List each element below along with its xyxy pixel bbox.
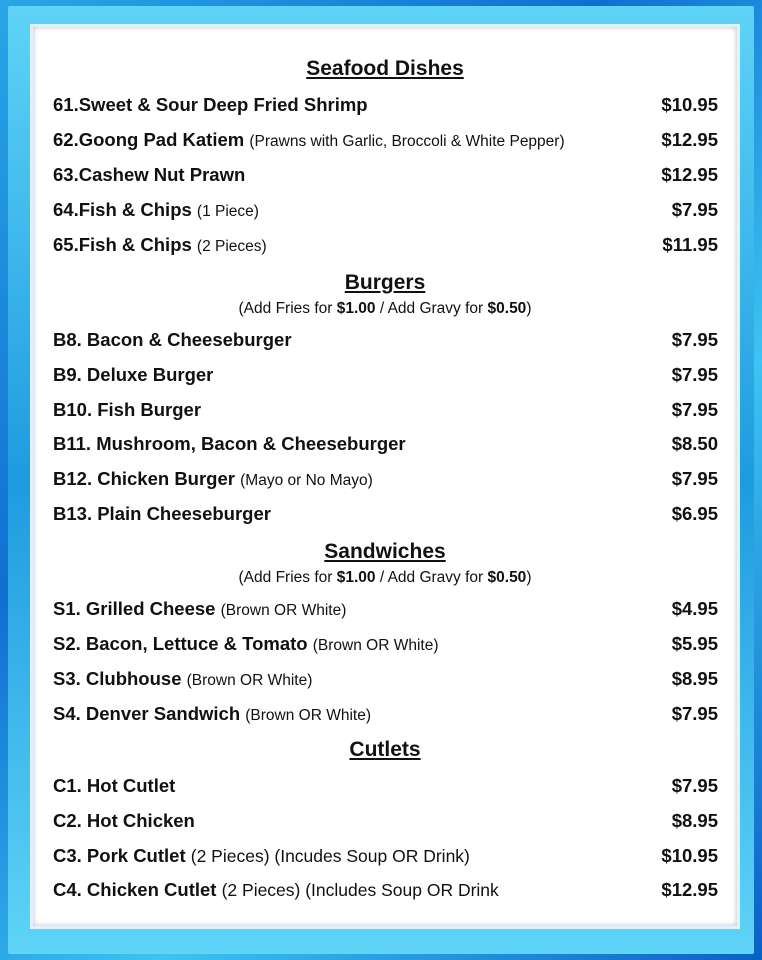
- section-title-seafood: Seafood Dishes: [306, 57, 464, 80]
- menu-item: [53, 199, 718, 223]
- menu-item: [53, 234, 718, 258]
- item-price: $7.95: [671, 468, 718, 489]
- item-price: $7.95: [671, 775, 718, 796]
- menu-item: [53, 668, 718, 692]
- section-note-burgers: (Add Fries for $1.00 / Add Gravy for $0.50): [238, 300, 532, 317]
- section-note-sandwiches: (Add Fries for $1.00 / Add Gravy for $0.50): [238, 569, 532, 586]
- menu-item: [53, 468, 718, 492]
- menu-item: [53, 703, 718, 727]
- item-price: $5.95: [671, 633, 718, 654]
- item-desc: (Brown OR White): [220, 602, 347, 619]
- item-name: S3. Clubhouse: [53, 668, 182, 689]
- item-name: S4. Denver Sandwich: [53, 703, 241, 724]
- item-price: $11.95: [662, 234, 718, 255]
- item-name: B11. Mushroom, Bacon & Cheeseburger: [53, 433, 406, 454]
- item-name: B12. Chicken Burger: [53, 468, 235, 489]
- menu-item: [53, 775, 718, 799]
- item-name: B10. Fish Burger: [53, 399, 202, 420]
- item-desc: (Brown OR White): [186, 672, 313, 689]
- item-desc: (2 Pieces) (Incudes Soup OR Drink): [190, 846, 470, 866]
- item-name: 61.Sweet & Sour Deep Fried Shrimp: [53, 94, 368, 115]
- menu-item: [53, 598, 718, 622]
- item-price: $10.95: [661, 845, 718, 866]
- item-name: C2. Hot Chicken: [53, 810, 195, 831]
- item-desc: (Brown OR White): [312, 637, 439, 654]
- item-name: S2. Bacon, Lettuce & Tomato: [53, 633, 308, 654]
- item-name: C4. Chicken Cutlet: [53, 879, 217, 900]
- item-price: $4.95: [671, 598, 718, 619]
- menu-card: [30, 24, 740, 929]
- item-price: $7.95: [671, 399, 718, 420]
- item-name: B8. Bacon & Cheeseburger: [53, 329, 292, 350]
- item-desc: (Prawns with Garlic, Broccoli & White Pepper): [249, 133, 565, 150]
- item-price: $7.95: [671, 364, 718, 385]
- menu-item: [53, 810, 718, 834]
- menu-item: [53, 399, 718, 423]
- menu-item: [53, 879, 718, 903]
- item-name: S1. Grilled Cheese: [53, 598, 216, 619]
- item-desc: (Mayo or No Mayo): [240, 472, 373, 489]
- item-price: $6.95: [671, 503, 718, 524]
- item-name: 63.Cashew Nut Prawn: [53, 164, 246, 185]
- item-name: B9. Deluxe Burger: [53, 364, 214, 385]
- menu-item: [53, 845, 718, 869]
- item-price: $7.95: [671, 703, 718, 724]
- item-price: $10.95: [661, 94, 718, 115]
- section-title-burgers: Burgers: [344, 271, 426, 294]
- section-title-sandwiches: Sandwiches: [324, 540, 446, 563]
- menu-item: [53, 94, 718, 118]
- menu-item: [53, 129, 718, 153]
- menu-item: [53, 503, 718, 527]
- item-desc: (Brown OR White): [245, 707, 372, 724]
- menu-item: [53, 633, 718, 657]
- item-name: C3. Pork Cutlet: [53, 845, 186, 866]
- item-price: $8.95: [671, 810, 718, 831]
- item-name: 64.Fish & Chips: [53, 199, 192, 220]
- menu-item: [53, 329, 718, 353]
- section-title-cutlets: Cutlets: [349, 738, 421, 761]
- item-price: $7.95: [671, 199, 718, 220]
- item-name: C1. Hot Cutlet: [53, 775, 176, 796]
- item-desc: (2 Pieces): [196, 238, 267, 255]
- item-desc: (2 Pieces) (Includes Soup OR Drink: [221, 880, 499, 900]
- item-price: $12.95: [661, 129, 718, 150]
- item-price: $7.95: [671, 329, 718, 350]
- menu-item: [53, 433, 718, 457]
- item-price: $12.95: [661, 879, 718, 900]
- item-name: 65.Fish & Chips: [53, 234, 192, 255]
- item-name: 62.Goong Pad Katiem: [53, 129, 245, 150]
- item-price: $8.95: [671, 668, 718, 689]
- item-price: $8.50: [671, 433, 718, 454]
- menu-item: [53, 364, 718, 388]
- item-price: $12.95: [661, 164, 718, 185]
- menu-item: [53, 164, 718, 188]
- item-name: B13. Plain Cheeseburger: [53, 503, 271, 524]
- item-desc: (1 Piece): [196, 203, 259, 220]
